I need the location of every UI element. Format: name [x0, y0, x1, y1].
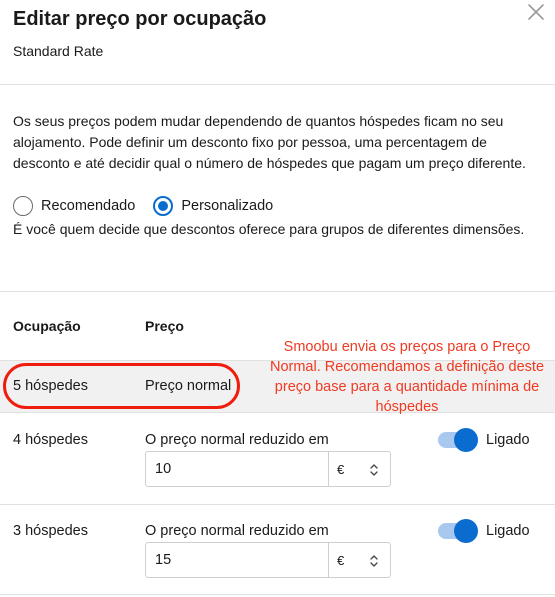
currency-value: € — [337, 461, 345, 477]
base-row-price: Preço normal — [145, 378, 232, 394]
toggle-knob — [454, 519, 478, 543]
radio-checked-icon — [153, 196, 173, 216]
divider — [0, 291, 555, 292]
close-button[interactable] — [526, 2, 546, 22]
row-occupancy-4: 4 hóspedes — [13, 432, 88, 448]
annotation-text: Smoobu envia os preços para o Preço Normal. Recomendamos a definição deste preço base para a quantidade mínima de hóspedes — [269, 339, 545, 415]
currency-value: € — [337, 552, 345, 568]
row-discount-label-4: O preço normal reduzido em — [145, 432, 329, 448]
row-occupancy-3: 3 hóspedes — [13, 523, 88, 539]
updown-chevron-icon — [369, 462, 379, 478]
divider — [0, 504, 555, 505]
rate-name: Standard Rate — [13, 43, 104, 59]
radio-recommended[interactable] — [13, 196, 135, 216]
row-toggle-4[interactable] — [438, 430, 478, 450]
discount-input-4[interactable] — [146, 452, 328, 486]
pricing-description: Os seus preços podem mudar dependendo de quantos hóspedes ficam no seu alojamento. Pode definir um desconto fixo por pessoa, uma percentagem de desconto e até decidir qual o número de hóspedes que pagam um preço diferente. — [13, 113, 526, 171]
row-toggle-label-3: Ligado — [486, 523, 530, 539]
row-toggle-label-4: Ligado — [486, 432, 530, 448]
row-discount-label-3: O preço normal reduzido em — [145, 523, 329, 539]
custom-mode-note: É você quem decide que descontos oferece para grupos de diferentes dimensões. — [13, 221, 525, 237]
row-discount-group-3 — [145, 542, 391, 578]
radio-unchecked-icon — [13, 196, 33, 216]
base-row-occupancy: 5 hóspedes — [13, 378, 88, 394]
annotation-highlight-ellipse — [3, 363, 240, 409]
updown-chevron-icon — [369, 553, 379, 569]
toggle-knob — [454, 428, 478, 452]
row-toggle-3[interactable] — [438, 521, 478, 541]
row-discount-group-4 — [145, 451, 391, 487]
currency-select-4[interactable] — [328, 452, 390, 486]
radio-recommended-label: Recomendado — [41, 198, 136, 214]
discount-input-3[interactable] — [146, 543, 328, 577]
currency-select-3[interactable] — [328, 543, 390, 577]
divider — [0, 594, 555, 595]
radio-custom-label: Personalizado — [181, 198, 274, 214]
close-icon — [526, 2, 546, 22]
divider — [0, 84, 555, 85]
radio-custom[interactable] — [153, 196, 273, 216]
column-header-price: Preço — [145, 318, 184, 334]
dialog-title: Editar preço por ocupação — [13, 8, 267, 30]
column-header-occupancy: Ocupação — [13, 318, 81, 334]
pricing-mode-group — [13, 195, 291, 217]
